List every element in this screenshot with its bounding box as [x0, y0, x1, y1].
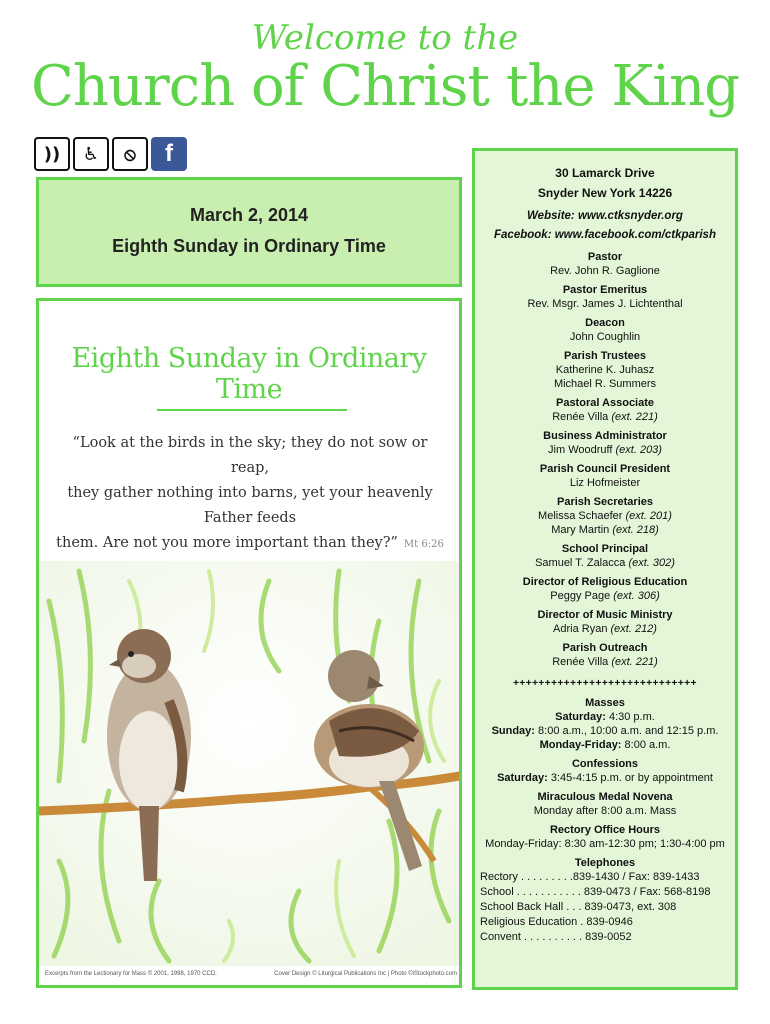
staff-name: Samuel T. Zalacca	[535, 557, 626, 569]
staff-role: Parish Council President	[539, 463, 671, 475]
staff-extension: (ext. 302)	[628, 557, 675, 569]
date-box	[36, 177, 462, 287]
staff-role: Pastoral Associate	[555, 397, 655, 409]
facebook-icon[interactable]: f	[151, 137, 187, 171]
cover-title: Eighth Sunday in Ordinary Time	[71, 343, 427, 405]
mass-day: Saturday:	[555, 711, 606, 723]
telephones-heading: Telephones	[574, 857, 636, 869]
phone-entry: Rectory . . . . . . . . .839-1430 / Fax: 839-1433	[480, 871, 700, 883]
staff-entry	[475, 509, 735, 523]
scripture-quote	[53, 431, 447, 557]
staff-name: Adria Ryan	[553, 623, 608, 635]
address-line-1: 30 Lamarck Drive	[555, 166, 655, 180]
staff-extension: (ext. 306)	[613, 590, 660, 602]
confession-times: 3:45-4:15 p.m. or by appointment	[550, 772, 713, 784]
facebook-link[interactable]: Facebook: www.facebook.com/ctkparish	[494, 229, 716, 241]
staff-name: Renée Villa	[552, 656, 609, 668]
staff-role: School Principal	[561, 543, 649, 555]
phone-entry: Convent . . . . . . . . . . 839-0052	[480, 931, 632, 943]
staff-entry	[475, 523, 735, 537]
staff-role: Pastor Emeritus	[562, 284, 648, 296]
staff-entry	[475, 622, 735, 636]
cover-divider	[157, 409, 347, 411]
wheelchair-access-icon: ♿	[73, 137, 109, 171]
staff-role: Parish Outreach	[562, 642, 648, 654]
staff-role: Parish Trustees	[564, 350, 646, 362]
staff-extension: (ext. 221)	[611, 411, 658, 423]
staff-name: Jim Woodruff	[548, 444, 613, 456]
staff-role: Business Administrator	[543, 430, 667, 442]
mass-times: 8:00 a.m.	[624, 739, 671, 751]
liturgical-occasion: Eighth Sunday in Ordinary Time	[112, 236, 386, 256]
staff-role: Pastor	[587, 251, 623, 263]
staff-role: Director of Music Ministry	[537, 609, 673, 621]
office-hours: Monday-Friday: 8:30 am-12:30 pm; 1:30-4:00 pm	[485, 838, 725, 850]
mass-time	[475, 710, 735, 724]
staff-role: Director of Religious Education	[522, 576, 688, 588]
staff-entry	[475, 556, 735, 570]
confession-time	[475, 771, 735, 785]
staff-name: Michael R. Summers	[553, 378, 657, 390]
design-credit: Cover Design © Liturgical Publications Inc | Photo ©iStockphoto.com	[274, 971, 457, 977]
staff-name: Renée Villa	[552, 411, 609, 423]
confession-day: Saturday:	[497, 772, 548, 784]
staff-role: Deacon	[585, 317, 625, 329]
accessibility-icons	[34, 137, 187, 171]
staff-entry	[475, 443, 735, 457]
section-divider: +++++++++++++++++++++++++++++	[513, 678, 697, 689]
novena-heading: Miraculous Medal Novena	[537, 791, 673, 803]
confessions-heading: Confessions	[571, 758, 638, 770]
cover-credits	[45, 971, 457, 977]
website-link[interactable]: Website: www.ctksnyder.org	[527, 210, 683, 222]
staff-name: John Coughlin	[569, 331, 641, 343]
phone-entry: School Back Hall . . . 839-0473, ext. 308	[480, 901, 677, 913]
quote-line: they gather nothing into barns, yet your heavenly Father feeds	[67, 485, 433, 526]
bulletin-date: March 2, 2014	[189, 205, 309, 225]
masses-heading: Masses	[585, 697, 625, 709]
mass-times: 8:00 a.m., 10:00 a.m. and 12:15 p.m.	[538, 725, 719, 737]
cover-art	[36, 298, 462, 988]
staff-extension: (ext. 203)	[615, 444, 662, 456]
staff-extension: (ext. 212)	[610, 623, 657, 635]
quote-text: them. Are not you more important than they?”	[56, 535, 398, 551]
mass-time	[475, 738, 735, 752]
staff-name: Katherine K. Juhasz	[555, 364, 655, 376]
mass-time	[475, 724, 735, 738]
office-hours-heading: Rectory Office Hours	[549, 824, 661, 836]
phone-list	[475, 870, 735, 945]
address-line-2: Snyder New York 14226	[537, 186, 673, 200]
quote-reference: Mt 6:26	[403, 539, 444, 550]
quote-line	[53, 531, 447, 557]
mass-times: 4:30 p.m.	[608, 711, 655, 723]
mass-day: Sunday:	[491, 725, 535, 737]
church-name-heading: Church of Christ the King	[30, 54, 740, 119]
staff-entry	[475, 655, 735, 669]
hearing-assist-icon: ))	[34, 137, 70, 171]
phone-entry: Religious Education . 839-0946	[480, 916, 633, 928]
staff-name: Mary Martin	[551, 524, 610, 536]
staff-name: Rev. John R. Gaglione	[550, 265, 660, 277]
staff-name: Liz Hofmeister	[569, 477, 641, 489]
staff-entry	[475, 410, 735, 424]
lectionary-credit: Excerpts from the Lectionary for Mass © 2001, 1998, 1970 CCD.	[45, 971, 217, 977]
staff-name: Melissa Schaefer	[538, 510, 623, 522]
staff-extension: (ext. 221)	[611, 656, 658, 668]
staff-extension: (ext. 218)	[612, 524, 659, 536]
phone-entry: School . . . . . . . . . . . 839-0473 / Fax: 568-8198	[480, 886, 711, 898]
staff-name: Peggy Page	[550, 590, 611, 602]
parish-info-sidebar	[472, 148, 738, 990]
no-cellphone-icon: ⦸	[112, 137, 148, 171]
quote-line: “Look at the birds in the sky; they do not sow or reap,	[72, 435, 428, 476]
novena-time: Monday after 8:00 a.m. Mass	[533, 805, 677, 817]
welcome-heading: Welcome to the	[251, 18, 519, 58]
mass-day: Monday-Friday:	[539, 739, 622, 751]
staff-entry	[475, 589, 735, 603]
staff-name: Rev. Msgr. James J. Lichtenthal	[527, 298, 683, 310]
staff-extension: (ext. 201)	[625, 510, 672, 522]
staff-role: Parish Secretaries	[556, 496, 653, 508]
sparrows-illustration	[39, 561, 459, 966]
